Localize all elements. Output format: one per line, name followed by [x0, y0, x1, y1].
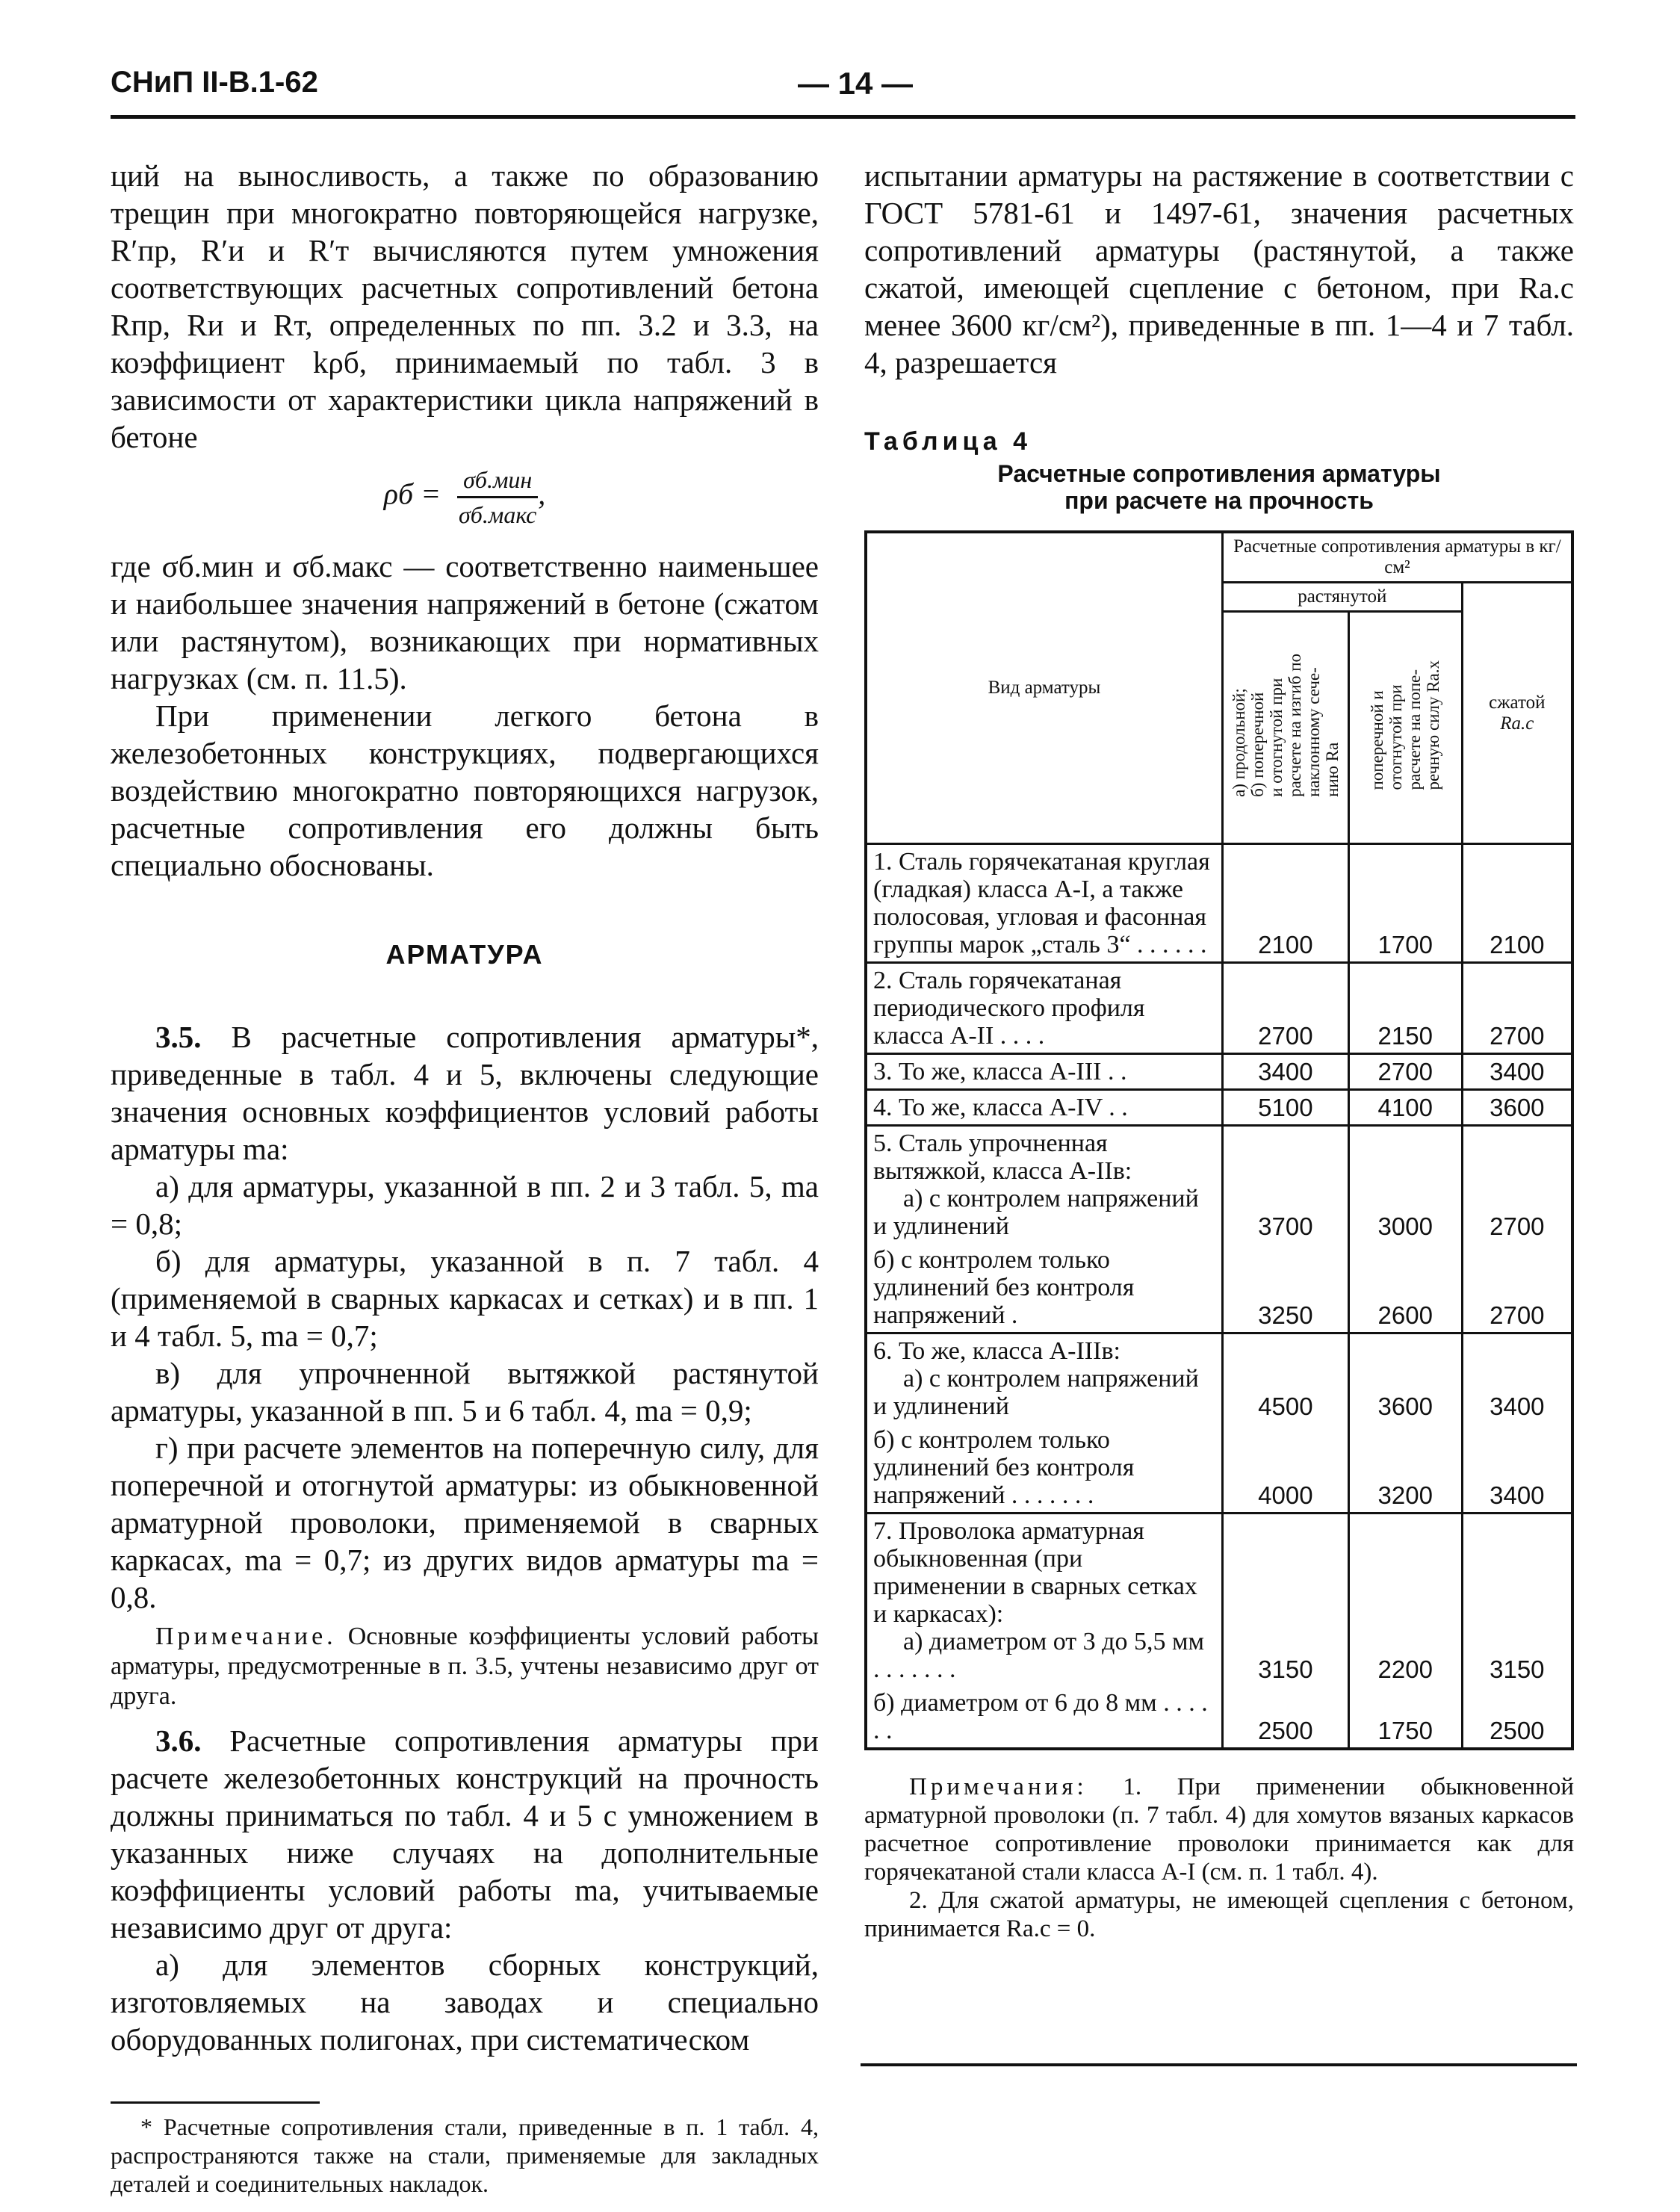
header-line: поперечной и [1368, 690, 1387, 790]
table-title [864, 460, 1574, 514]
formula-fraction [457, 463, 538, 531]
cell-ra: 5100 [1222, 1090, 1348, 1126]
cell-rac: 2700 [1462, 963, 1572, 1054]
cell-ra: 3250 [1222, 1243, 1348, 1333]
col-header-compression [1462, 583, 1572, 844]
cell-rac: 3400 [1462, 1423, 1572, 1514]
cell-rac: 2700 [1462, 1243, 1572, 1333]
col-header-ra [1222, 612, 1348, 844]
cell-ra: 4000 [1222, 1423, 1348, 1514]
row-group-title: 6. То же, класса А-IIIв: [873, 1337, 1120, 1365]
cell-rax: 2150 [1348, 963, 1462, 1054]
list-item: г) при расчете элементов на поперечную силу, для поперечной и отогнутой арматуры: из обыкновенной арматурной проволоки, применяемой в сварных каркасах, mа = 0,7; из других видов арматуры mа = 0,8. [111, 1431, 819, 1614]
header-line: и отогнутой при [1266, 678, 1286, 797]
clause-text: Расчетные сопротивления арматуры при расчете железобетонных конструкций на прочность должны приниматься по табл. 4 и 5 с умножением в указанных ниже случаях на дополнительные коэффициенты условий работы mа, учитываемые независимо друг от друга: [111, 1723, 819, 1945]
table-row [866, 1054, 1572, 1090]
row-name: 1. Сталь горячекатаная круглая (гладкая) класса А-I, а также полосовая, угловая и фасонная группы марок „сталь 3“ . . . . . . [866, 844, 1222, 963]
table-bottom-rule [861, 2063, 1577, 2066]
row-subitem: а) с контролем напряжений и удлинений [873, 1185, 1199, 1240]
cell-ra: 2700 [1222, 963, 1348, 1054]
header-rule [111, 115, 1575, 119]
row-name [866, 1514, 1222, 1687]
cell-ra: 3150 [1222, 1514, 1348, 1687]
formula-numerator: σб.мин [457, 463, 538, 498]
cell-ra: 2100 [1222, 844, 1348, 963]
paragraph: испытании арматуры на растяжение в соответствии с ГОСТ 5781-61 и 1497-61, значения расчетных сопротивлений арматуры (растянутой, а также сжатой, имеющей сцепление с бетоном, при Rа.с менее 3600 кг/см²), приведенные в пп. 1—4 и 7 табл. 4, разрешается [864, 158, 1574, 379]
cell-rax: 4100 [1348, 1090, 1462, 1126]
cell-rac: 2500 [1462, 1686, 1572, 1749]
cell-rax: 1700 [1348, 844, 1462, 963]
cell-rac: 2100 [1462, 844, 1572, 963]
cell-rax: 2200 [1348, 1514, 1462, 1687]
note-label: Примечание. [155, 1623, 337, 1650]
row-name: 3. То же, класса А-III . . [866, 1054, 1222, 1090]
table-caption: Таблица 4 [864, 427, 1032, 456]
col-header-kind: Вид арматуры [866, 532, 1222, 844]
list-item: б) для арматуры, указанной в п. 7 табл. 4 (применяемой в сварных каркасах и сетках) и в пп. 1 и 4 табл. 5, mа = 0,7; [111, 1244, 819, 1353]
row-subitem: б) с контролем только удлинений без контроля напряжений . [866, 1243, 1222, 1333]
note-text: Основные коэффициенты условий работы арматуры, предусмотренные в п. 3.5, учтены независимо друг от друга. [111, 1623, 819, 1710]
page-number: — 14 — [798, 66, 914, 101]
header-line: а) продольной; [1229, 687, 1248, 797]
row-name [866, 1126, 1222, 1244]
formula-denominator: σб.макс [459, 501, 537, 528]
clause-number: 3.6. [155, 1723, 202, 1758]
notes-label: Примечания: [909, 1773, 1088, 1800]
clause-text: В расчетные сопротивления арматуры*, приведенные в табл. 4 и 5, включены следующие значения основных коэффициентов условий работы арматуры mа: [111, 1020, 819, 1166]
col-header-group: Расчетные сопротивления арматуры в кг/см² [1222, 532, 1572, 583]
table-row [866, 1126, 1572, 1244]
header-line: отогнутой при [1386, 684, 1406, 790]
table-row [866, 963, 1572, 1054]
table-row [866, 1243, 1572, 1333]
table-row [866, 1423, 1572, 1514]
list-item: в) для упрочненной вытяжкой растянутой арматуры, указанной в пп. 5 и 6 табл. 4, mа = 0,9; [111, 1356, 819, 1428]
row-name: 2. Сталь горячекатаная периодического профиля класса А-II . . . . [866, 963, 1222, 1054]
note-text: 1. При применении обыкновенной арматурной проволоки (п. 7 табл. 4) для хомутов вязаных каркасов расчетное сопротивление проволоки принимается как для горячекатаной стали класса А-I (см. п. 1 табл. 4). [864, 1773, 1574, 1886]
document-code: СНиП II-В.1-62 [111, 66, 318, 99]
table-row [866, 1514, 1572, 1687]
footnote-rule [111, 2101, 320, 2104]
table-notes [864, 1773, 1574, 1943]
cell-rac: 3150 [1462, 1514, 1572, 1687]
cell-rax: 3600 [1348, 1333, 1462, 1424]
header-line: наклонному сече- [1304, 666, 1323, 797]
page-header [111, 66, 1575, 118]
cell-ra: 2500 [1222, 1686, 1348, 1749]
header-line: расчете на изгиб по [1285, 653, 1304, 797]
list-item: а) для элементов сборных конструкций, изготовляемых на заводах и специально оборудованных полигонах, при систематическом [111, 1948, 819, 2057]
cell-rac: 3400 [1462, 1333, 1572, 1424]
table-4 [864, 530, 1574, 1750]
cell-rax: 3000 [1348, 1126, 1462, 1244]
row-subitem: б) диаметром от 6 до 8 мм . . . . . . [866, 1686, 1222, 1749]
header-line: расчете на попе- [1405, 669, 1425, 790]
table-row [866, 1333, 1572, 1424]
paragraph: где σб.мин и σб.макс — соответственно наименьшее и наибольшее значения напряжений в бетоне (сжатом или растянутом), возникающих при нормативных нагрузках (см. п. 11.5). [111, 549, 819, 695]
table-title-line: при расчете на прочность [1064, 487, 1374, 514]
table-title-line: Расчетные сопротивления арматуры [997, 460, 1441, 487]
left-column [111, 157, 819, 2198]
clause-number: 3.5. [155, 1020, 202, 1054]
footnote: * Расчетные сопротивления стали, приведенные в п. 1 табл. 4, распространяются также на стали, применяемые для закладных деталей и соединительных накладок. [111, 2113, 819, 2197]
row-subitem: а) с контролем напряжений и удлинений [873, 1365, 1199, 1420]
cell-ra: 3700 [1222, 1126, 1348, 1244]
col-header-compression-label: сжатой [1489, 692, 1546, 713]
col-header-ra-text [1230, 654, 1342, 797]
clause-3-5 [111, 1018, 819, 1168]
right-column [864, 157, 1574, 1943]
cell-ra: 3400 [1222, 1054, 1348, 1090]
paragraph: При применении легкого бетона в железобетонных конструкциях, подвергающихся воздействию многократно повторяющихся нагрузок, расчетные сопротивления его должны быть специально обоснованы. [111, 698, 819, 882]
row-name: 4. То же, класса А-IV . . [866, 1090, 1222, 1126]
col-header-compression-symbol: Rа.с [1500, 713, 1534, 734]
row-subitem: б) с контролем только удлинений без контроля напряжений . . . . . . . [866, 1423, 1222, 1514]
cell-rac: 3600 [1462, 1090, 1572, 1126]
note [111, 1622, 819, 1711]
cell-rac: 2700 [1462, 1126, 1572, 1244]
col-header-rax-text [1368, 660, 1442, 790]
row-group-title: 7. Проволока арматурная обыкновенная (при применении в сварных сетках и каркасах): [873, 1517, 1197, 1628]
formula-tail: , [538, 477, 546, 511]
formula [111, 463, 819, 531]
col-header-tension: растянутой [1222, 583, 1462, 612]
header-line: нию Rа [1322, 742, 1342, 797]
cell-rac: 3400 [1462, 1054, 1572, 1090]
table-row [866, 1686, 1572, 1749]
cell-rax: 3200 [1348, 1423, 1462, 1514]
section-heading: АРМАТУРА [385, 939, 544, 970]
formula-lhs: ρб = [383, 477, 441, 511]
col-header-rax [1348, 612, 1462, 844]
paragraph: ций на выносливость, а также по образованию трещин при многократно повторяющейся нагрузке, R′пр, R′и и R′т вычисляются путем умножения соответствующих расчетных сопротивлений бетона Rпр, Rи и Rт, определенных по пп. 3.2 и 3.3, на коэффициент kρб, принимаемый по табл. 3 в зависимости от характеристики цикла напряжений в бетоне [111, 158, 819, 454]
row-subitem: а) диаметром от 3 до 5,5 мм . . . . . . . [873, 1628, 1204, 1683]
list-item: а) для арматуры, указанной в пп. 2 и 3 табл. 5, mа = 0,8; [111, 1169, 819, 1241]
table-note: 2. Для сжатой арматуры, не имеющей сцепления с бетоном, принимается Rа.с = 0. [864, 1887, 1574, 1942]
cell-rax: 2700 [1348, 1054, 1462, 1090]
table-row [866, 844, 1572, 963]
header-line: б) поперечной [1247, 692, 1267, 797]
cell-rax: 1750 [1348, 1686, 1462, 1749]
header-line: речную силу Rа.х [1424, 660, 1443, 790]
cell-ra: 4500 [1222, 1333, 1348, 1424]
row-group-title: 5. Сталь упрочненная вытяжкой, класса А-IIв: [873, 1130, 1132, 1185]
cell-rax: 2600 [1348, 1243, 1462, 1333]
table-note [864, 1773, 1574, 1886]
table-row [866, 1090, 1572, 1126]
clause-3-6 [111, 1722, 819, 1946]
row-name [866, 1333, 1222, 1424]
